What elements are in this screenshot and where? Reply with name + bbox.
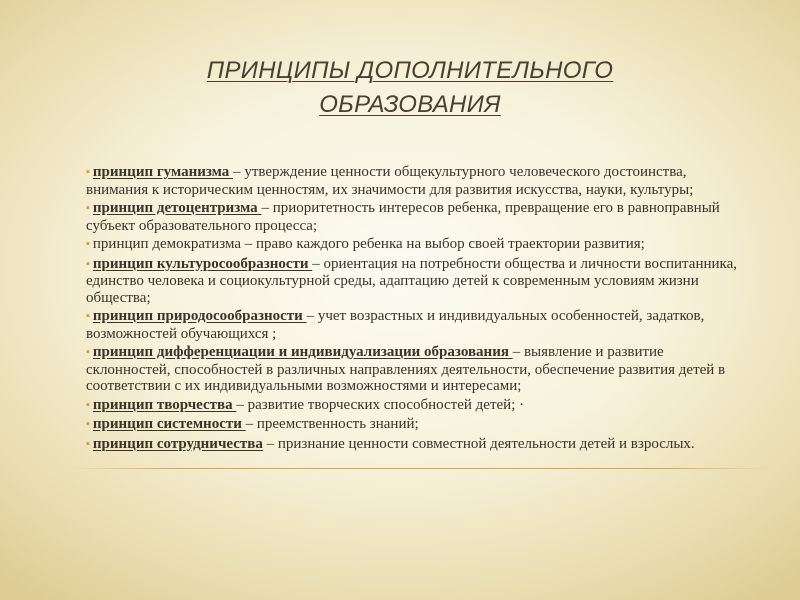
- principle-term: принцип гуманизма: [92, 164, 234, 180]
- divider-line: [70, 468, 770, 469]
- bullet-icon: ▪: [86, 238, 90, 250]
- principle-term: принцип дифференциации и индивидуализации образования: [92, 344, 513, 360]
- bullet-icon: ▪: [86, 418, 90, 430]
- list-item: [86, 200, 746, 234]
- bullet-icon: ▪: [86, 202, 90, 214]
- bullet-icon: ▪: [86, 398, 90, 411]
- principle-description: – ориентация на потребности общества и личности воспитанника, единство человека и социокультурной среды, адаптацию детей к современным условиям жизни общества;: [86, 255, 737, 306]
- principle-description: – преемственность знаний;: [245, 416, 419, 432]
- principle-term: принцип творчества: [92, 396, 237, 413]
- principle-description: – право каждого ребенка на выбор своей траектории развития;: [241, 236, 645, 252]
- bullet-icon: ▪: [86, 310, 90, 322]
- list-item: [86, 416, 746, 434]
- list-item: [86, 256, 746, 307]
- list-item: [86, 308, 746, 342]
- list-item: [86, 344, 746, 395]
- principle-description: – утверждение ценности общекультурного человеческого достоинства, внимания к историческим ценностям, их значимости для развития искусства, науки, культуры;: [86, 164, 694, 198]
- principle-description: – выявление и развитие склонностей, способностей в различных направлениях деятельности, обеспечение развития детей в соответствии с их индивидуальными возможностями и интересами;: [86, 344, 726, 394]
- list-item: [86, 236, 746, 254]
- principle-description: – учет возрастных и индивидуальных особенностей, задатков, возможностей обучающихся ;: [86, 308, 705, 342]
- list-item: [86, 397, 746, 415]
- slide-title: [100, 54, 720, 122]
- principle-term: принцип культуросообразности: [92, 255, 313, 272]
- list-item: [86, 164, 746, 198]
- principle-description: – признание ценности совместной деятельности детей и взрослых.: [262, 435, 695, 452]
- principle-description: – развитие творческих способностей детей; ·: [236, 396, 525, 413]
- bullet-icon: ▪: [86, 257, 90, 270]
- bullet-icon: ▪: [86, 166, 90, 178]
- principle-term: принцип системности: [92, 416, 246, 432]
- title-line-2: ОБРАЗОВАНИЯ: [319, 91, 501, 118]
- principle-term: принцип детоцентризма: [92, 200, 262, 216]
- principles-list: [86, 164, 746, 455]
- principle-term: принцип демократизма: [92, 236, 242, 252]
- principle-description: – приоритетность интересов ребенка, превращение его в равноправный субъект образовательного процесса;: [86, 200, 720, 234]
- bullet-icon: ▪: [86, 346, 90, 358]
- list-item: [86, 436, 746, 454]
- principle-term: принцип природосообразности: [92, 308, 307, 324]
- title-line-1: ПРИНЦИПЫ ДОПОЛНИТЕЛЬНОГО: [206, 57, 614, 84]
- bullet-icon: ▪: [86, 437, 90, 450]
- principle-term: принцип сотрудничества: [92, 435, 263, 452]
